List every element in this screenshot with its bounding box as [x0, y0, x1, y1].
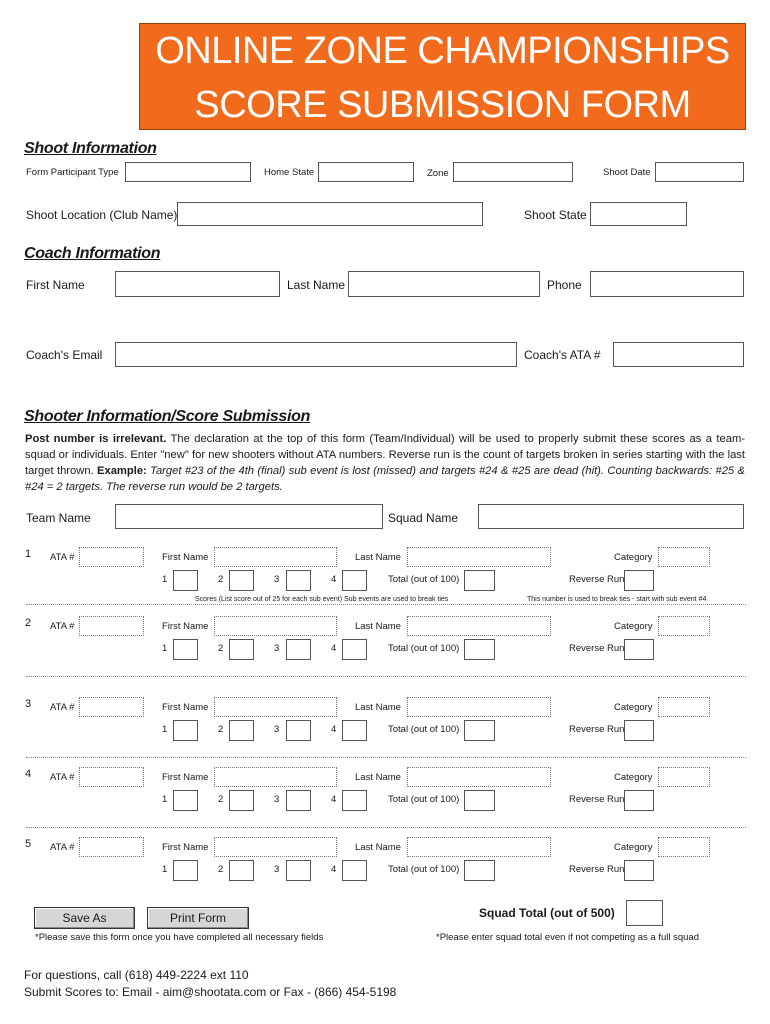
example-text: Target #23 of the 4th (final) sub event is lost (missed) and targets #24 & #25 are dead (hit). Counting backwards: #25 & #24 = 2 targets. The reverse run would be 2 targets. — [25, 465, 745, 493]
shooter-5-sub-event-2-field[interactable] — [229, 860, 254, 881]
shooter-row-number: 1 — [25, 548, 32, 560]
squad-total-label: Squad Total (out of 500) — [479, 906, 615, 920]
scores-note: Scores (List score out of 25 for each sub event) Sub events are used to break ties — [195, 596, 449, 603]
reverse-run-label: Reverse Run — [569, 724, 625, 735]
shooter-5-sub-event-4-field[interactable] — [342, 860, 367, 881]
coach-phone-label: Phone — [547, 278, 582, 292]
save-as-button[interactable]: Save As — [34, 907, 135, 929]
coach-first-name-field[interactable] — [115, 271, 280, 297]
shooter-4-sub-event-3-field[interactable] — [286, 790, 311, 811]
shooter-2-sub-event-1-field[interactable] — [173, 639, 198, 660]
sub-event-label: 2 — [218, 643, 224, 654]
shooter-ata-label: ATA # — [50, 552, 75, 563]
shooter-instructions — [25, 431, 745, 495]
coach-phone-field[interactable] — [590, 271, 744, 297]
shooter-1-sub-event-1-field[interactable] — [173, 570, 198, 591]
shooter-2-ata-field[interactable] — [79, 616, 144, 636]
shooter-5-category-field[interactable] — [658, 837, 710, 857]
shooter-5-first-name-field[interactable] — [214, 837, 337, 857]
zone-field[interactable] — [453, 162, 573, 182]
shooter-3-sub-event-1-field[interactable] — [173, 720, 198, 741]
total-label: Total (out of 100) — [388, 574, 460, 585]
squad-name-label: Squad Name — [388, 511, 459, 525]
shooter-3-ata-field[interactable] — [79, 697, 144, 717]
coach-last-name-field[interactable] — [348, 271, 540, 297]
shooter-2-sub-event-4-field[interactable] — [342, 639, 367, 660]
shooter-2-reverse-run-field[interactable] — [624, 639, 654, 660]
shooter-first-name-label: First Name — [162, 552, 209, 563]
shoot-state-field[interactable] — [590, 202, 687, 226]
sub-event-label: 4 — [331, 794, 337, 805]
shooter-ata-label: ATA # — [50, 842, 75, 853]
shooter-4-ata-field[interactable] — [79, 767, 144, 787]
shooter-4-sub-event-2-field[interactable] — [229, 790, 254, 811]
shooter-last-name-label: Last Name — [355, 702, 401, 713]
shooter-row-number: 2 — [25, 617, 32, 629]
squad-total-field[interactable] — [626, 900, 663, 926]
shooter-1-category-field[interactable] — [658, 547, 710, 567]
sub-event-label: 3 — [274, 574, 280, 585]
shooter-1-sub-event-4-field[interactable] — [342, 570, 367, 591]
shooter-4-sub-event-4-field[interactable] — [342, 790, 367, 811]
shooter-2-sub-event-2-field[interactable] — [229, 639, 254, 660]
shooter-category-label: Category — [614, 552, 653, 563]
shooter-4-sub-event-1-field[interactable] — [173, 790, 198, 811]
shooter-1-first-name-field[interactable] — [214, 547, 337, 567]
shooter-2-category-field[interactable] — [658, 616, 710, 636]
total-label: Total (out of 100) — [388, 864, 460, 875]
sub-event-label: 3 — [274, 794, 280, 805]
shoot-location-field[interactable] — [177, 202, 483, 226]
form-title-line1: ONLINE ZONE CHAMPIONSHIPS — [155, 30, 730, 72]
coach-first-name-label: First Name — [26, 278, 85, 292]
shooter-last-name-label: Last Name — [355, 621, 401, 632]
reverse-run-label: Reverse Run — [569, 574, 625, 585]
shooter-last-name-label: Last Name — [355, 842, 401, 853]
shooter-first-name-label: First Name — [162, 621, 209, 632]
shooter-row-number: 5 — [25, 838, 32, 850]
shooter-3-first-name-field[interactable] — [214, 697, 337, 717]
squad-total-note: *Please enter squad total even if not competing as a full squad — [436, 932, 700, 943]
shooter-ata-label: ATA # — [50, 772, 75, 783]
form-title-line2: SCORE SUBMISSION FORM — [194, 84, 691, 126]
shooter-2-first-name-field[interactable] — [214, 616, 337, 636]
zone-label: Zone — [427, 168, 449, 179]
intro-text: The declaration at the top of this form (Team/Individual) will be used to properly submit these scores as a team-squad or individuals. Enter "new" for new shooters without ATA numbers. Reverse run is the count of targets broken in series starting with the last target thrown. — [25, 433, 745, 477]
row-separator — [26, 757, 746, 758]
coach-last-name-label: Last Name — [287, 278, 346, 292]
sub-event-label: 1 — [162, 574, 168, 585]
shooter-4-first-name-field[interactable] — [214, 767, 337, 787]
sub-event-label: 2 — [218, 574, 224, 585]
sub-event-label: 4 — [331, 864, 337, 875]
submit-scores-contact: Submit Scores to: Email - aim@shootata.com or Fax - (866) 454-5198 — [24, 985, 397, 999]
sub-event-label: 1 — [162, 864, 168, 875]
home-state-field[interactable] — [318, 162, 414, 182]
shooter-last-name-label: Last Name — [355, 772, 401, 783]
participant-type-field[interactable] — [125, 162, 251, 182]
shooter-5-sub-event-1-field[interactable] — [173, 860, 198, 881]
shooter-first-name-label: First Name — [162, 772, 209, 783]
sub-event-label: 1 — [162, 724, 168, 735]
sub-event-label: 2 — [218, 794, 224, 805]
shoot-state-label: Shoot State — [524, 208, 587, 222]
sub-event-label: 3 — [274, 864, 280, 875]
shooter-3-total-field[interactable] — [464, 720, 495, 741]
shooter-4-category-field[interactable] — [658, 767, 710, 787]
sub-event-label: 3 — [274, 724, 280, 735]
reverse-run-label: Reverse Run — [569, 643, 625, 654]
shooter-ata-label: ATA # — [50, 702, 75, 713]
shooter-1-last-name-field[interactable] — [407, 547, 551, 567]
shooter-3-sub-event-3-field[interactable] — [286, 720, 311, 741]
save-note: *Please save this form once you have completed all necessary fields — [35, 932, 324, 943]
shooter-category-label: Category — [614, 842, 653, 853]
shooter-5-ata-field[interactable] — [79, 837, 144, 857]
coach-ata-field[interactable] — [613, 342, 744, 367]
print-form-button[interactable]: Print Form — [147, 907, 249, 929]
shoot-date-field[interactable] — [655, 162, 744, 182]
sub-event-label: 1 — [162, 643, 168, 654]
shooter-4-reverse-run-field[interactable] — [624, 790, 654, 811]
coach-ata-label: Coach's ATA # — [524, 348, 601, 362]
sub-event-label: 2 — [218, 724, 224, 735]
sub-event-label: 4 — [331, 724, 337, 735]
sub-event-label: 3 — [274, 643, 280, 654]
total-label: Total (out of 100) — [388, 794, 460, 805]
sub-event-label: 2 — [218, 864, 224, 875]
shooter-3-last-name-field[interactable] — [407, 697, 551, 717]
shooter-category-label: Category — [614, 702, 653, 713]
total-label: Total (out of 100) — [388, 724, 460, 735]
shooter-1-reverse-run-field[interactable] — [624, 570, 654, 591]
shooter-2-total-field[interactable] — [464, 639, 495, 660]
shooter-last-name-label: Last Name — [355, 552, 401, 563]
sub-event-label: 4 — [331, 574, 337, 585]
shooter-2-sub-event-3-field[interactable] — [286, 639, 311, 660]
shooter-5-reverse-run-field[interactable] — [624, 860, 654, 881]
shooter-3-sub-event-4-field[interactable] — [342, 720, 367, 741]
shooter-row-number: 3 — [25, 698, 32, 710]
coach-email-label: Coach's Email — [26, 348, 103, 362]
shooter-row-number: 4 — [25, 768, 32, 780]
home-state-label: Home State — [264, 167, 315, 178]
shooter-5-last-name-field[interactable] — [407, 837, 551, 857]
shooter-4-total-field[interactable] — [464, 790, 495, 811]
intro-bold: Post number is irrelevant. — [25, 433, 167, 445]
shooter-1-sub-event-3-field[interactable] — [286, 570, 311, 591]
shooter-3-sub-event-2-field[interactable] — [229, 720, 254, 741]
shooter-info-heading: Shooter Information/Score Submission — [24, 408, 311, 425]
shooter-ata-label: ATA # — [50, 621, 75, 632]
shooter-4-last-name-field[interactable] — [407, 767, 551, 787]
reverse-run-label: Reverse Run — [569, 864, 625, 875]
squad-name-field[interactable] — [478, 504, 744, 529]
shooter-3-category-field[interactable] — [658, 697, 710, 717]
shoot-location-label: Shoot Location (Club Name) — [26, 208, 178, 222]
reverse-run-note: This number is used to break ties - start with sub event #4 — [527, 596, 707, 603]
reverse-run-label: Reverse Run — [569, 794, 625, 805]
shooter-first-name-label: First Name — [162, 842, 209, 853]
sub-event-label: 4 — [331, 643, 337, 654]
total-label: Total (out of 100) — [388, 643, 460, 654]
row-separator — [26, 676, 746, 677]
shooter-1-sub-event-2-field[interactable] — [229, 570, 254, 591]
shooter-5-total-field[interactable] — [464, 860, 495, 881]
questions-contact: For questions, call (618) 449-2224 ext 110 — [24, 968, 249, 982]
coach-email-field[interactable] — [115, 342, 517, 367]
shooter-category-label: Category — [614, 772, 653, 783]
coach-info-heading: Coach Information — [24, 245, 161, 262]
shooter-category-label: Category — [614, 621, 653, 632]
team-name-label: Team Name — [26, 511, 91, 525]
shooter-1-ata-field[interactable] — [79, 547, 144, 567]
shooter-5-sub-event-3-field[interactable] — [286, 860, 311, 881]
shoot-date-label: Shoot Date — [603, 167, 651, 178]
sub-event-label: 1 — [162, 794, 168, 805]
shooter-first-name-label: First Name — [162, 702, 209, 713]
participant-type-label: Form Participant Type — [26, 167, 119, 178]
row-separator — [26, 827, 746, 828]
form-title-banner — [139, 23, 746, 130]
example-bold: Example: — [97, 465, 147, 477]
row-separator — [26, 604, 746, 605]
shooter-1-total-field[interactable] — [464, 570, 495, 591]
shooter-3-reverse-run-field[interactable] — [624, 720, 654, 741]
shooter-2-last-name-field[interactable] — [407, 616, 551, 636]
shoot-info-heading: Shoot Information — [24, 140, 157, 157]
team-name-field[interactable] — [115, 504, 383, 529]
